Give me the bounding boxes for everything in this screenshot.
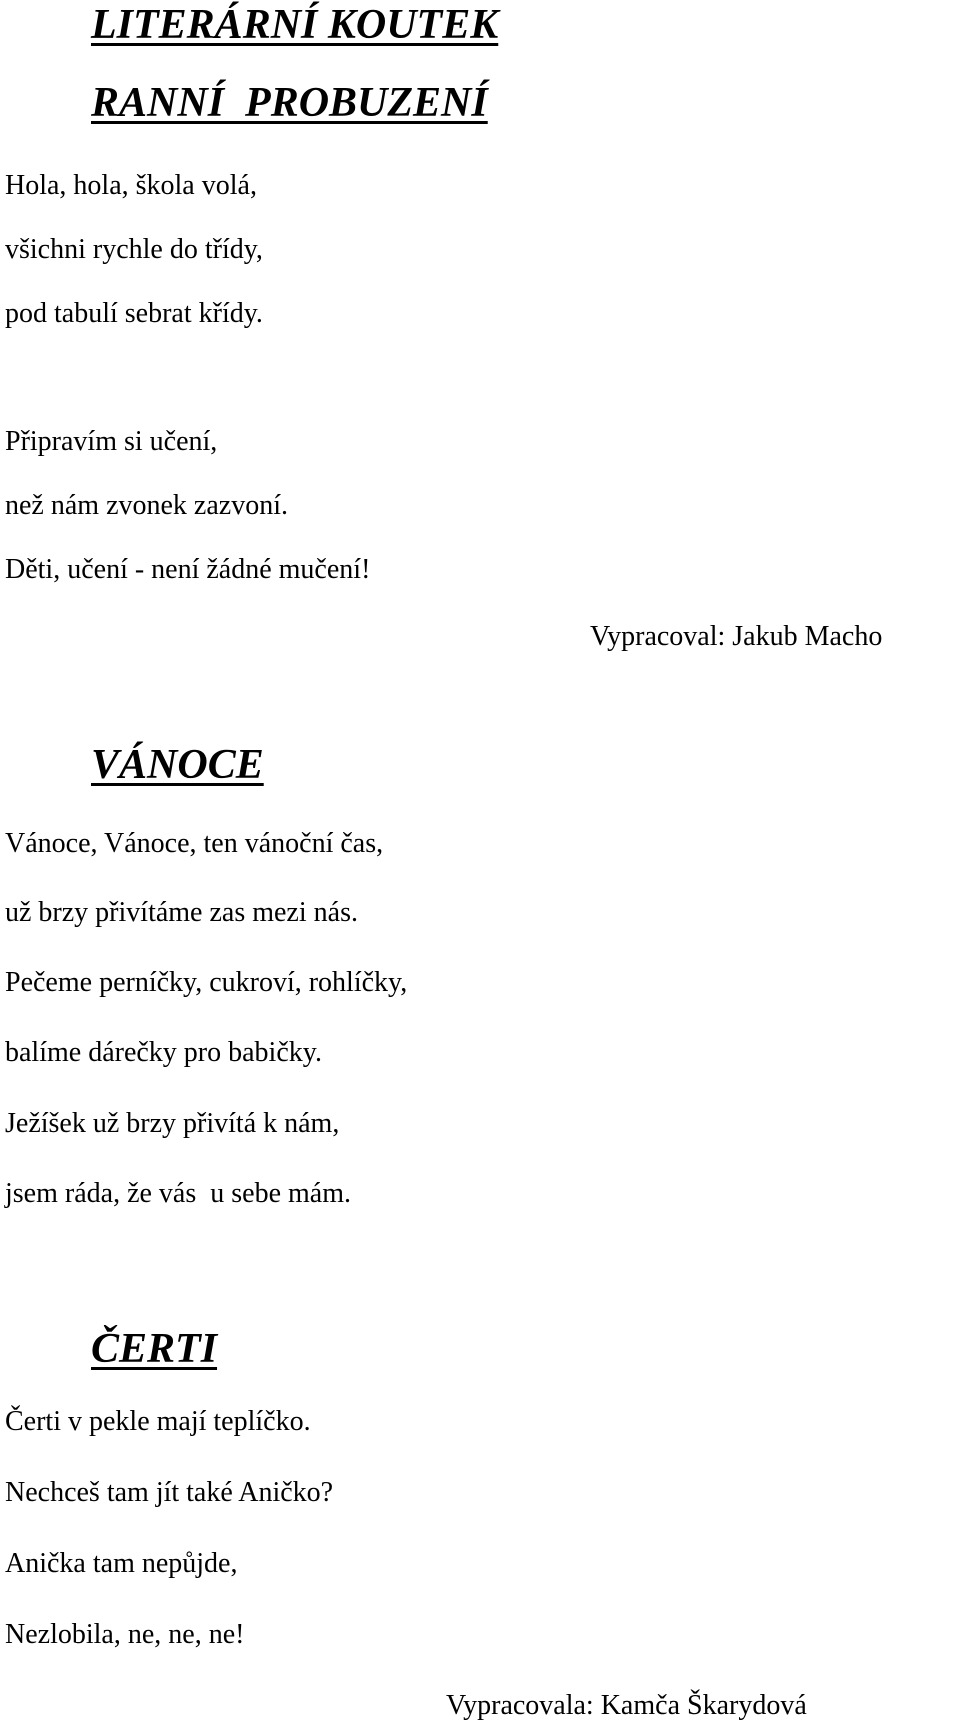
author-credit: Vypracovala: Kamča Škarydová — [446, 1690, 807, 1721]
poem-line: jsem ráda, že vás u sebe mám. — [5, 1178, 351, 1209]
poem-line: Ježíšek už brzy přivítá k nám, — [5, 1108, 340, 1139]
poem-line: Anička tam nepůjde, — [5, 1548, 238, 1579]
poem-line: už brzy přivítáme zas mezi nás. — [5, 897, 358, 928]
poem-line: Vánoce, Vánoce, ten vánoční čas, — [5, 828, 384, 859]
poem-line: Hola, hola, škola volá, — [5, 170, 257, 201]
poem-line: Čerti v pekle mají teplíčko. — [5, 1406, 311, 1437]
poem-line: pod tabulí sebrat křídy. — [5, 298, 263, 329]
page-title: LITERÁRNÍ KOUTEK — [91, 2, 499, 48]
poem-title: RANNÍ PROBUZENÍ — [91, 80, 488, 126]
poem-line: Pečeme perníčky, cukroví, rohlíčky, — [5, 967, 408, 998]
author-credit: Vypracoval: Jakub Macho — [590, 621, 883, 652]
poem-title: VÁNOCE — [91, 742, 264, 788]
poem-line: než nám zvonek zazvoní. — [5, 490, 288, 521]
poem-line: Nechceš tam jít také Aničko? — [5, 1477, 334, 1508]
poem-line: všichni rychle do třídy, — [5, 234, 263, 265]
poem-line: Připravím si učení, — [5, 426, 218, 457]
poem-title: ČERTI — [91, 1326, 218, 1372]
poem-line: balíme dárečky pro babičky. — [5, 1037, 322, 1068]
poem-line: Nezlobila, ne, ne, ne! — [5, 1619, 245, 1650]
poem-line: Děti, učení - není žádné mučení! — [5, 554, 371, 585]
